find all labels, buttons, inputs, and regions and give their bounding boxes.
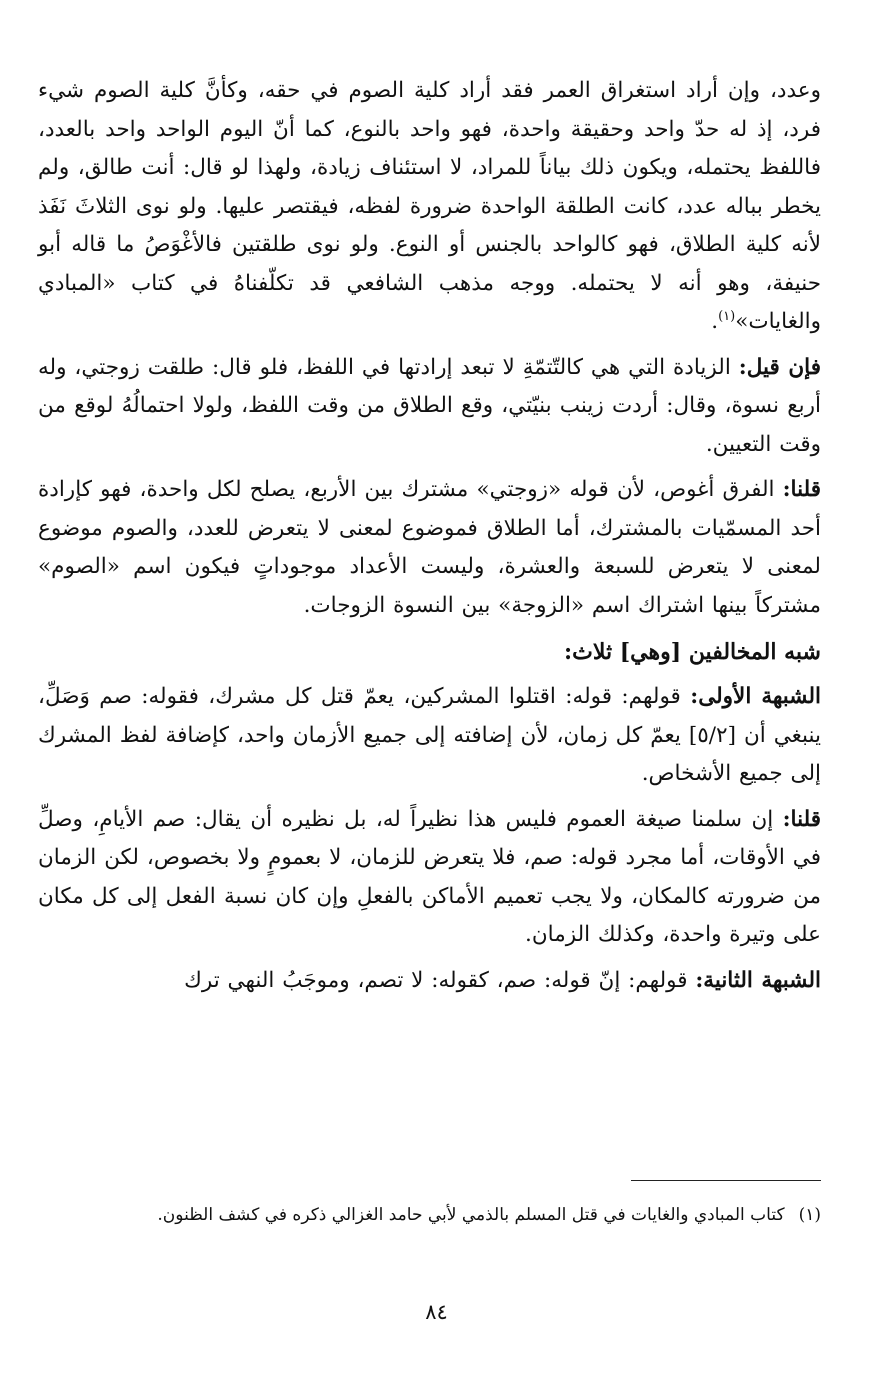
paragraph-1-tail: . — [711, 309, 719, 334]
page-number: ٨٤ — [425, 1300, 448, 1324]
paragraph-4 — [38, 678, 821, 794]
paragraph-3-text: الفرق أغوص، لأن قوله «زوجتي» مشترك بين الأربع، يصلح لكل واحدة، فهو كإرادة أحد المسمّيات بالمشترك، أما الطلاق فموضوع لمعنى لا يتعرض للعدد، والصوم موضوع لمعنى لا يتعرض للسبعة والعشرة، وليست الأعداد موجوداتٍ فيكون اسم «الصوم» مشتركاً بينها اشتراك اسم «الزوجة» بين النسوة الزوجات. — [38, 477, 821, 618]
paragraph-3 — [38, 471, 821, 625]
paragraph-5 — [38, 801, 821, 955]
paragraph-6 — [38, 962, 821, 1001]
page-body — [38, 72, 821, 1007]
paragraph-1 — [38, 72, 821, 342]
footnote-number: (١) — [798, 1205, 821, 1225]
footnote — [38, 1200, 821, 1230]
paragraph-4-text: قولهم: قوله: اقتلوا المشركين، يعمّ قتل كل مشرك، فقوله: صم وَصَلِّ، ينبغي أن [٥/٢] يعمّ كل زمان، لأن إضافته إلى جميع الأزمان واحد، كإضافة لفظ المشرك إلى جميع الأشخاص. — [38, 684, 821, 786]
paragraph-5-lead: قلنا: — [782, 806, 821, 832]
paragraph-5-text: إن سلمنا صيغة العموم فليس هذا نظيراً له، بل نظيره أن يقال: صم الأيامِ، وصلِّ في الأوقات، أما مجرد قوله: صم، فلا يتعرض للزمان، لا بعمومٍ ولا بخصوص، لكن الزمان من ضرورته كالمكان، ولا يجب تعميم الأماكن بالفعلِ وإن كان نسبة الفعل إلى كل مكان على وتيرة واحدة، وكذلك الزمان. — [38, 806, 821, 947]
paragraph-1-text: وعدد، وإن أراد استغراق العمر فقد أراد كلية الصوم في حقه، وكأنَّ كلية الصوم شيء فرد، إذ له حدّ واحد وحقيقة واحدة، فهو واحد بالنوع، كما أنّ اليوم الواحد واحد بالعدد، فاللفظ يحتمله، ويكون ذلك بياناً للمراد، لا استئناف زيادة، ولهذا لو قال: أنت طالق، ولم يخطر بباله عدد، كانت الطلقة الواحدة ضرورة لفظه، فيقتصر عليها. ولو نوى الثلاثَ نَفَذ لأنه كلية الطلاق، فهو كالواحد بالجنس أو النوع. ولو نوى طلقتين فالأغْوَصُ ما قاله أبو حنيفة، وهو أنه لا يحتمله. ووجه مذهب الشافعي قد تكلّفناهُ في كتاب «المبادي والغايات» — [38, 78, 821, 334]
footnote-divider — [631, 1180, 821, 1181]
footnote-reference[interactable]: (١) — [718, 308, 736, 324]
paragraph-6-text: قولهم: إنّ قوله: صم، كقوله: لا تصم، وموجَبُ النهي ترك — [184, 967, 696, 993]
section-heading: شبه المخالفين [وهي] ثلاث: — [564, 639, 821, 665]
paragraph-2 — [38, 349, 821, 465]
paragraph-2-lead: فإن قيل: — [738, 354, 821, 380]
paragraph-6-lead: الشبهة الثانية: — [695, 967, 821, 993]
paragraph-4-lead: الشبهة الأولى: — [690, 684, 822, 709]
paragraph-2-text: الزيادة التي هي كالتّتمّةِ لا تبعد إرادتها في اللفظ، فلو قال: طلقت زوجتي، وله أربع نسوة، وقال: أردت زينب بنيّتي، وقع الطلاق من وقت اللفظ، ولولا احتمالُهُ لوقع من وقت التعيين. — [38, 354, 821, 457]
paragraph-3-lead: قلنا: — [782, 477, 821, 502]
footnote-text: كتاب المبادي والغايات في قتل المسلم بالذمي لأبي حامد الغزالي ذكره في كشف الظنون. — [157, 1205, 785, 1225]
